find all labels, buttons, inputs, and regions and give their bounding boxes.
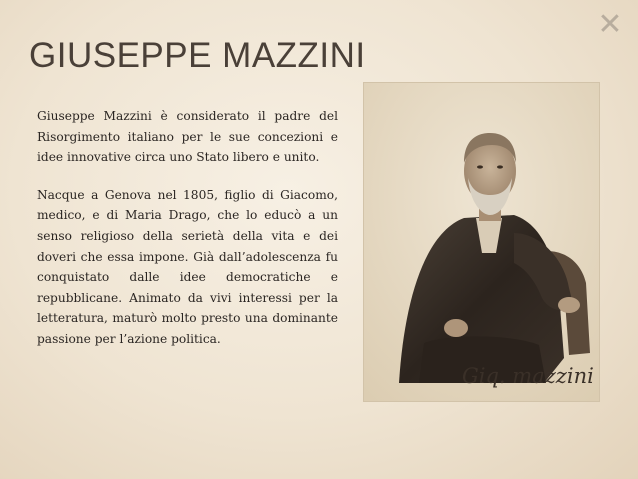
portrait-image [364,83,599,401]
paragraph-intro: Giuseppe Mazzini è considerato il padre del Risorgimento italiano per le sue concezioni e idee innovative circa uno Stato libero e unito. [37,109,338,165]
portrait-signature: Giq. mazzini [462,364,594,388]
portrait-photo [364,83,599,401]
biography-text [37,106,338,350]
close-icon: ✕ [597,7,623,42]
page-title: GIUSEPPE MAZZINI [29,36,366,75]
paragraph-biography: Nacque a Genova nel 1805, figlio di Giacomo, medico, e di Maria Drago, che lo educò a un senso religioso della serietà della vita e dei doveri che essa impone. Già dall’adolescenza fu conquistato dalle idee democratiche e repubblicane. Animato da vivi interessi per la letteratura, maturò molto presto una dominante passione per l’azione politica. [37,187,338,346]
